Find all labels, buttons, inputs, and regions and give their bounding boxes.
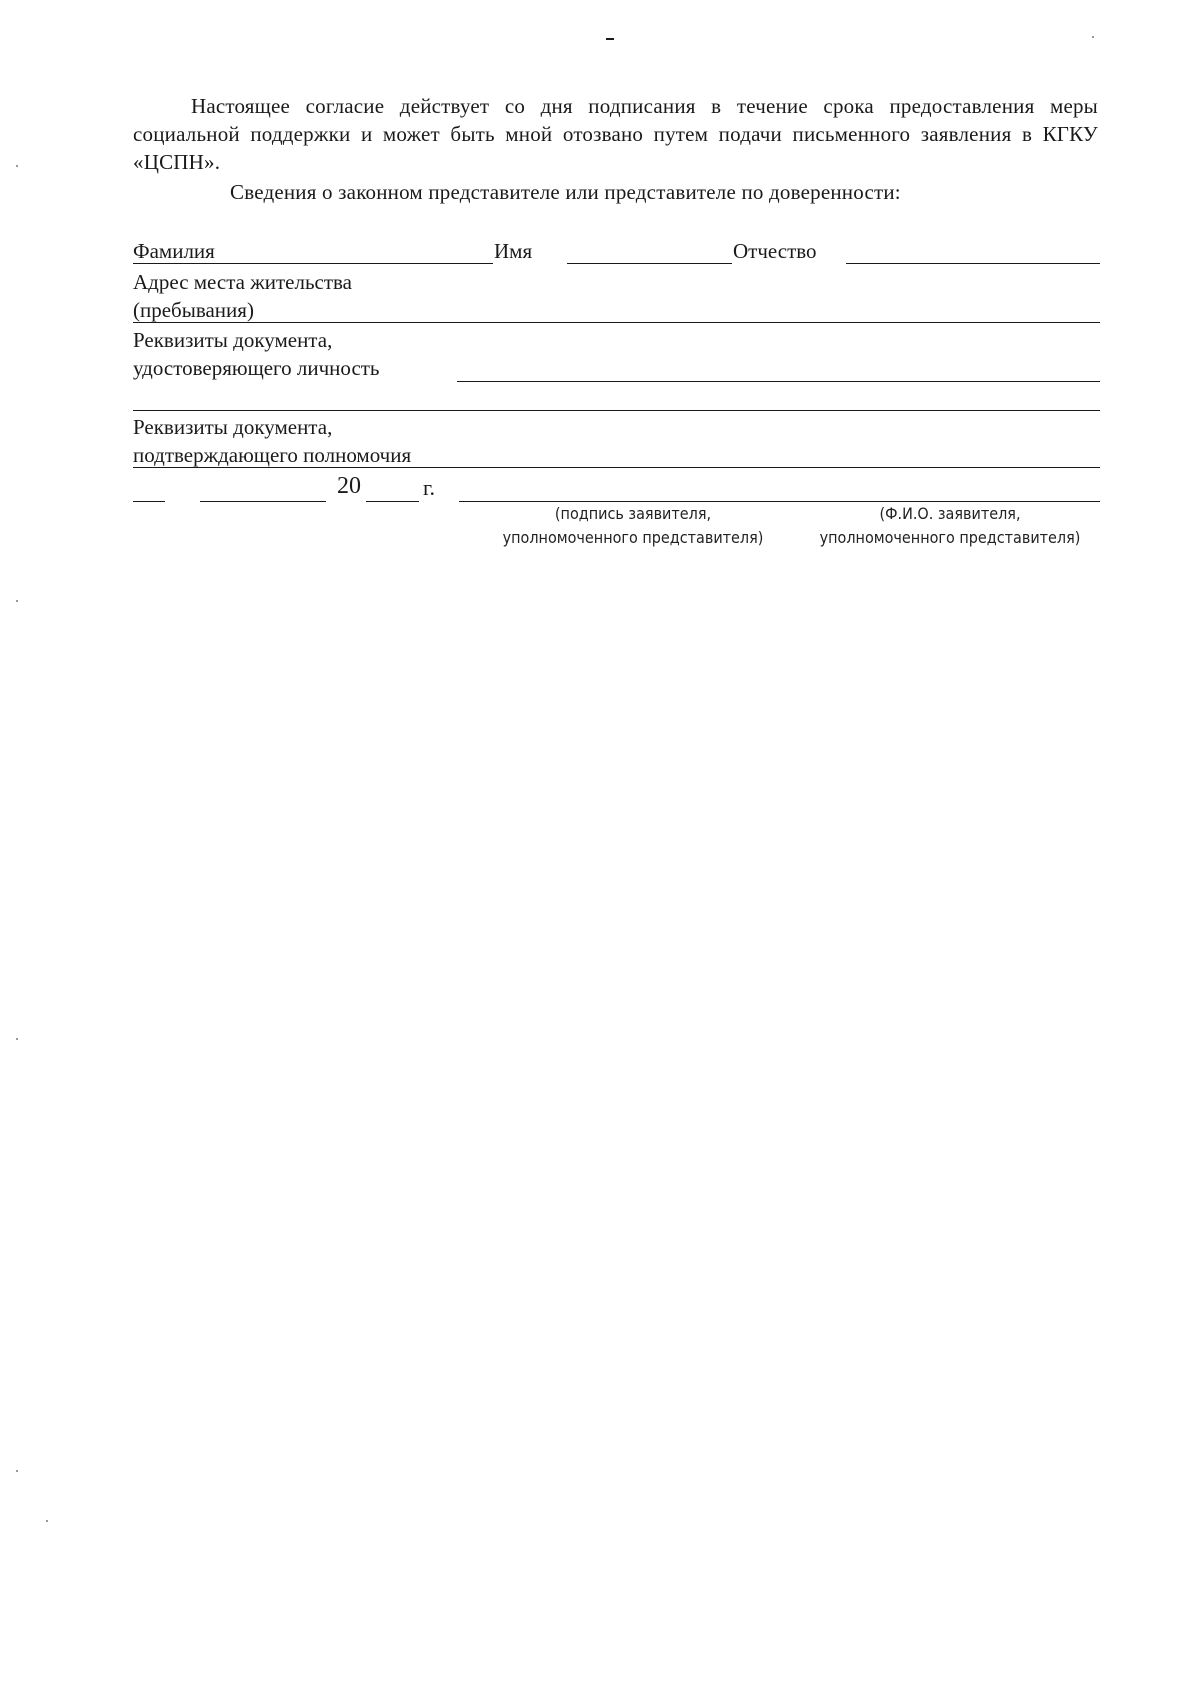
scan-speck xyxy=(1092,36,1094,38)
fio-caption-line2: уполномоченного представителя) xyxy=(819,528,1081,547)
date-year-line[interactable] xyxy=(366,501,419,502)
signature-caption-line2: уполномоченного представителя) xyxy=(502,528,764,547)
address-label-line1: Адрес места жительства xyxy=(133,270,352,294)
id-doc-label-line2: удостоверяющего личность xyxy=(133,356,380,380)
patronymic-label: Отчество xyxy=(733,239,817,263)
representative-heading: Сведения о законном представителе или представителе по доверенности: xyxy=(230,180,901,204)
surname-label: Фамилия xyxy=(133,239,215,263)
authority-doc-field-line[interactable] xyxy=(133,467,1100,468)
scan-speck xyxy=(16,165,18,167)
name-field-line[interactable] xyxy=(567,263,732,264)
id-doc-field-line-2[interactable] xyxy=(133,410,1100,411)
name-label: Имя xyxy=(494,239,533,263)
scan-speck xyxy=(16,600,18,602)
address-label-line2: (пребывания) xyxy=(133,298,254,322)
address-field-line[interactable] xyxy=(133,322,1100,323)
authority-doc-label-line1: Реквизиты документа, xyxy=(133,415,333,439)
id-doc-label-line1: Реквизиты документа, xyxy=(133,328,333,352)
consent-paragraph: Настоящее согласие действует со дня подписания в течение срока предоставления меры социальной поддержки и может быть мной отозвано путем подачи письменного заявления в КГКУ «ЦСПН». xyxy=(133,94,1098,174)
fio-caption-line1: (Ф.И.О. заявителя, xyxy=(879,504,1021,523)
authority-doc-label-line2: подтверждающего полномочия xyxy=(133,443,412,467)
year-prefix: 20 xyxy=(337,473,361,499)
scan-mark xyxy=(606,38,614,40)
signature-caption-line1: (подпись заявителя, xyxy=(554,504,712,523)
surname-field-line[interactable] xyxy=(133,263,493,264)
date-day-line[interactable] xyxy=(133,501,165,502)
scan-speck xyxy=(16,1470,18,1472)
scan-speck xyxy=(46,1520,48,1522)
date-month-line[interactable] xyxy=(200,501,326,502)
year-suffix: г. xyxy=(423,475,436,500)
scan-speck xyxy=(16,1038,18,1040)
patronymic-field-line[interactable] xyxy=(846,263,1100,264)
id-doc-field-line[interactable] xyxy=(457,381,1100,382)
